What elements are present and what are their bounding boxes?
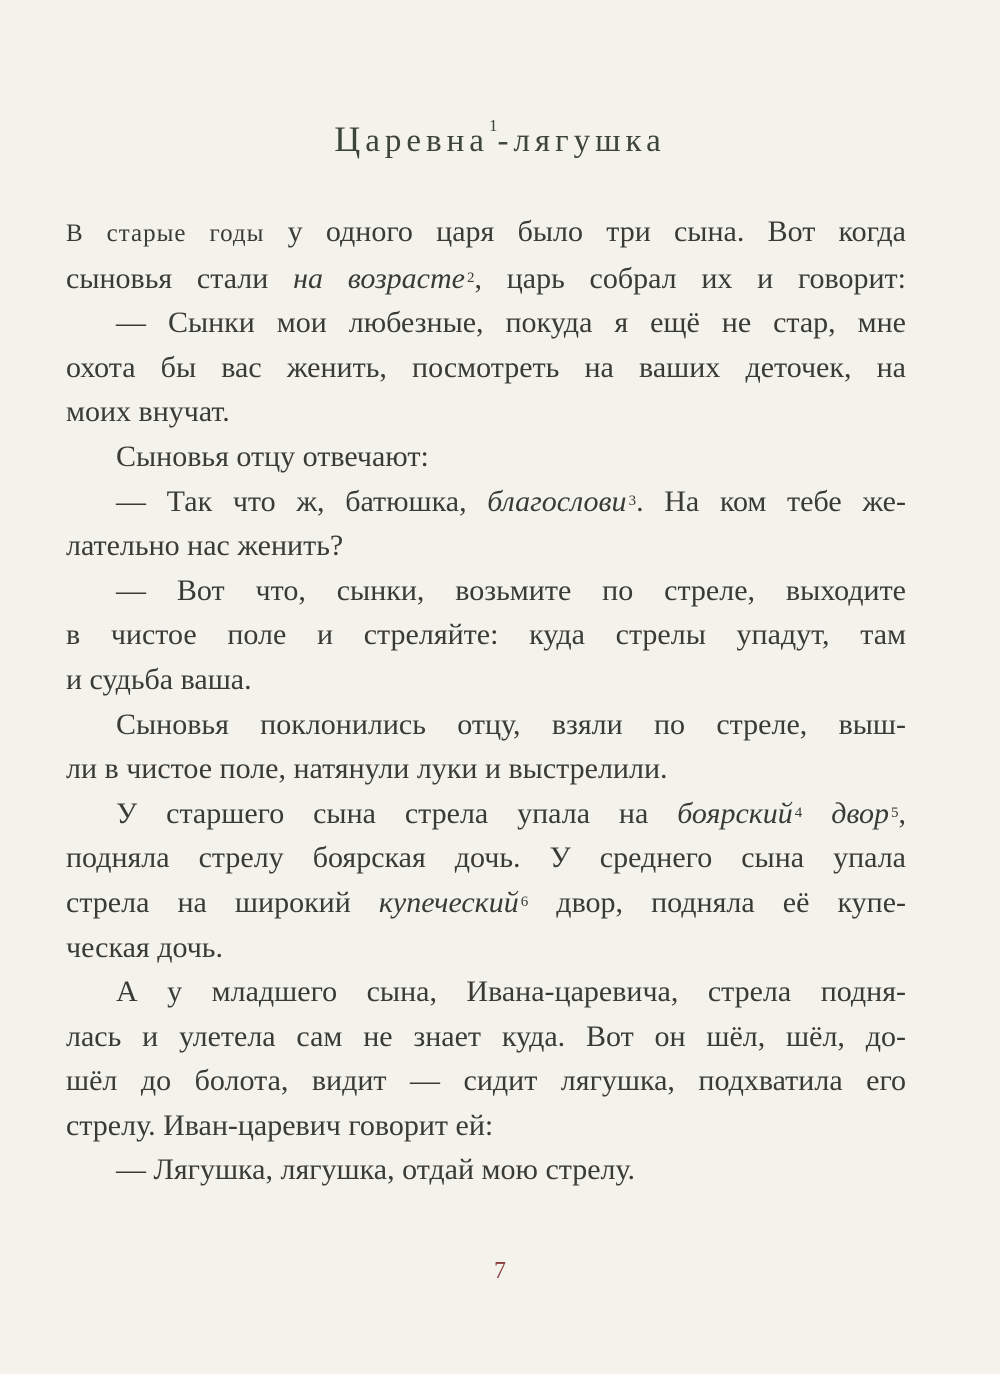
italic-term: двор [802,796,889,830]
italic-term: купеческий [378,885,519,919]
text-line: и судьба ваша. [66,662,252,696]
footnote-mark: 3 [628,492,637,509]
text-line: — Лягушка, лягушка, отдай мою стрелу. [116,1153,636,1187]
text-line: охота бы вас женить, посмотреть на ваших деточек, на [66,350,906,384]
footnote-mark: 2 [466,269,475,286]
italic-term: на возрасте [293,261,465,295]
text-line [66,881,906,926]
story-text [66,210,906,1193]
footnote-mark: 6 [520,893,529,910]
title-part2: -лягушка [497,123,666,159]
text-line: шёл до болота, видит — сидит лягушка, подхватила его [66,1064,906,1098]
text-line: в чистое поле и стреляйте: куда стрелы упадут, там [66,618,906,652]
text-line [66,480,906,525]
page-number: 7 [494,1258,506,1284]
text-line: стрелу. Иван-царевич говорит ей: [66,1108,494,1142]
title-part1: аревна [365,123,489,159]
text-line: моих внучат. [66,395,230,429]
text-line: А у младшего сына, Ивана-царевича, стрела подня- [116,975,906,1009]
text-line: лательно нас женить? [66,529,344,563]
italic-term: боярский [677,796,793,830]
text-line [66,210,906,257]
text-fragment: стрела на широкий [66,885,379,919]
text-line: ческая дочь. [66,930,223,964]
text-line: подняла стрелу боярская дочь. У среднего сына упала [66,841,906,875]
text-line [66,257,906,302]
footnote-mark: 5 [891,804,899,821]
title-initial: Ц [334,119,366,159]
chapter-title [0,118,1000,160]
text-fragment: . На ком тебе же- [636,484,906,518]
text-fragment: , [898,796,906,830]
small-caps-opening: В старые годы [66,220,265,247]
text-fragment: у одного царя было три сына. Вот когда [264,215,906,248]
text-line: лась и улетела сам не знает куда. Вот он шёл, шёл, до- [66,1019,906,1053]
text-line [66,792,906,837]
text-line: Сыновья отцу отвечают: [116,439,429,473]
text-line: Сыновья поклонились отцу, взяли по стреле, выш- [116,707,906,741]
text-fragment: — Так что ж, батюшка, [116,484,488,518]
text-fragment: сыновья стали [66,261,294,295]
text-fragment: У старшего сына стрела упала на [116,796,678,830]
text-line: ли в чистое поле, натянули луки и выстрелили. [66,752,668,786]
footnote-mark: 4 [794,804,803,821]
title-footnote-mark: 1 [488,116,498,135]
text-fragment: двор, подняла её купе- [528,885,906,919]
text-line: — Вот что, сынки, возьмите по стреле, выходите [116,573,906,607]
text-fragment: , царь собрал их и говорит: [474,261,907,295]
text-line: — Сынки мои любезные, покуда я ещё не стар, мне [116,306,906,340]
italic-term: благослови [487,484,627,518]
